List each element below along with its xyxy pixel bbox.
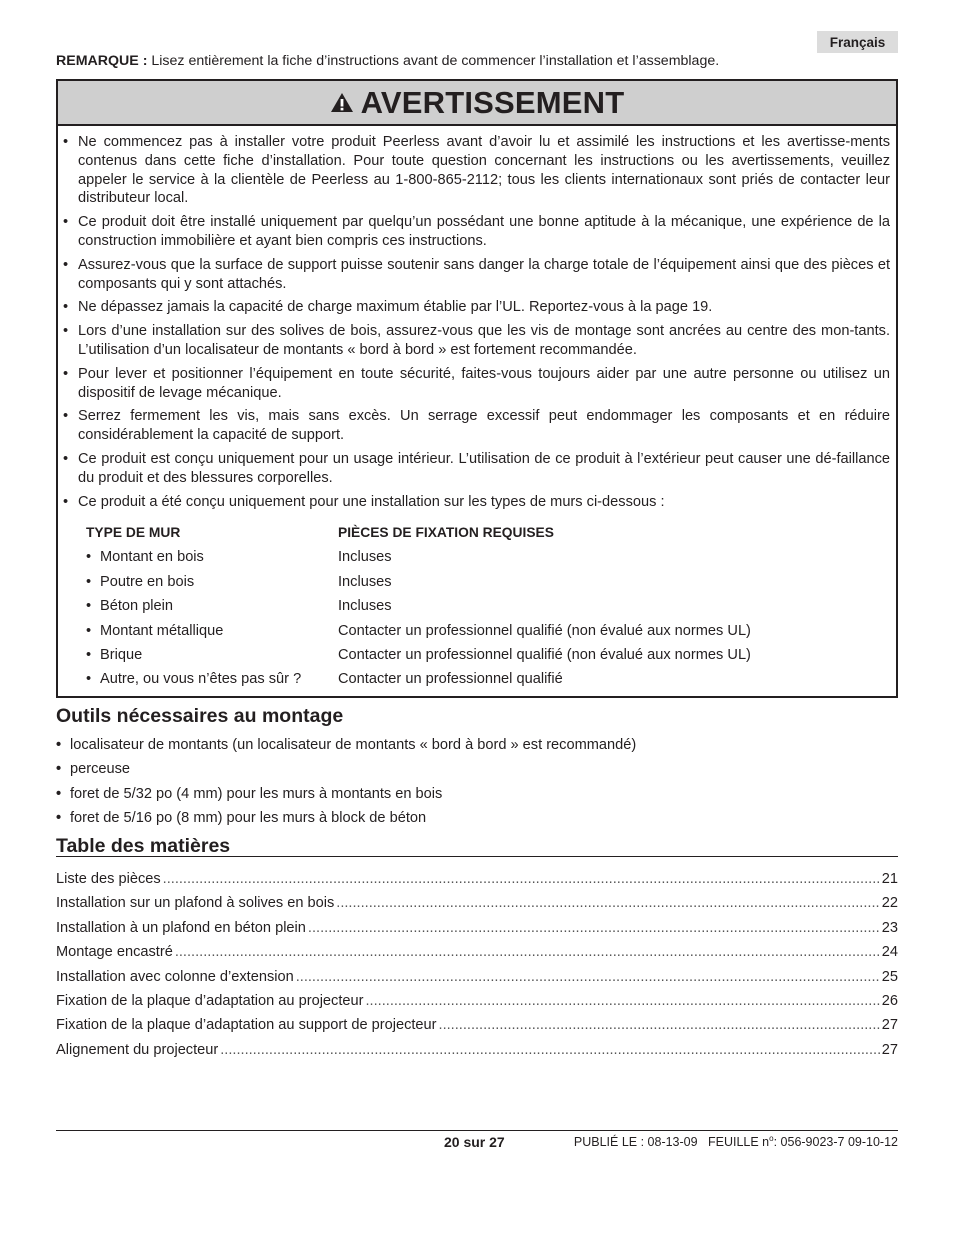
warning-item: • Ce produit a été conçu uniquement pour une installation sur les types de murs ci-dessous : (58, 493, 896, 512)
wall-table-row: • Autre, ou vous n’êtes pas sûr ? Contacter un professionnel qualifié (86, 667, 886, 691)
warning-item: • Assurez-vous que la surface de support puisse soutenir sans danger la charge totale de l’équipement ainsi que des pièces et composants qui y sont attachés. (63, 256, 890, 292)
warning-list (58, 133, 896, 516)
toc-leader-dots (220, 1038, 880, 1062)
table-of-contents (56, 867, 898, 1062)
toc-entry-title: Installation sur un plafond à solives en bois (56, 895, 335, 912)
tool-item-text: foret de 5/32 po (4 mm) pour les murs à montants en bois (70, 785, 443, 802)
tools-heading: Outils nécessaires au montage (56, 705, 344, 727)
hardware-cell: Contacter un professionnel qualifié (338, 671, 563, 688)
toc-entry-title: Liste des pièces (56, 871, 161, 887)
published-date: PUBLIÉ LE : 08-13-09 (573, 1135, 698, 1150)
warning-item: • Serrez fermement les vis, mais sans excès. Un serrage excessif peut endommager les composants et en réduire considérablement la capacité de support. (63, 408, 890, 444)
wall-type-header: TYPE DE MUR (86, 525, 181, 540)
warning-item-text: Pour lever et positionner l’équipement en toute sécurité, faites-vous toujours aider par une autre personne ou utilisez un dispositif de levage mécanique. (78, 365, 890, 401)
tool-item-text: perceuse (70, 761, 131, 778)
sheet-number: : 056-9023-7 09-10-12 (773, 1135, 898, 1150)
tool-item-text: foret de 5/16 po (8 mm) pour les murs à block de béton (70, 810, 427, 827)
warning-item-text: Lors d’une installation sur des solives de bois, assurez-vous que les vis de montage sont ancrées au centre des mon-tants. L’utilisation d’un localisateur de montants « bord à bord » est fortement recommandée. (78, 323, 890, 358)
hardware-cell: Contacter un professionnel qualifié (non évalué aux normes UL) (338, 622, 751, 639)
language-badge: Français (817, 31, 898, 53)
toc-entry-title: Installation à un plafond en béton plein (56, 919, 306, 936)
toc-leader-dots (163, 867, 880, 891)
hardware-cell: Incluses (338, 549, 392, 566)
remark-note (56, 53, 719, 69)
toc-entry-title: Fixation de la plaque d’adaptation au support de projecteur (56, 1017, 437, 1034)
toc-entry-title: Montage encastré (56, 944, 173, 961)
toc-entry-page: 26 (881, 992, 898, 1009)
toc-entry[interactable] (56, 1038, 898, 1062)
toc-leader-dots (308, 916, 880, 940)
toc-entry-page: 24 (881, 944, 898, 961)
toc-entry-page: 25 (881, 968, 898, 985)
toc-entry[interactable] (56, 940, 898, 964)
wall-type-cell: Béton plein (100, 598, 174, 615)
toc-entry-page: 21 (881, 871, 898, 887)
warning-item-text: Ne dépassez jamais la capacité de charge maximum établie par l’UL. Reportez-vous à la page 19. (78, 299, 713, 316)
wall-type-cell: Autre, ou vous n’êtes pas sûr ? (100, 671, 302, 688)
wall-table-row: • Brique Contacter un professionnel qualifié (non évalué aux normes UL) (86, 643, 886, 667)
toc-entry[interactable] (56, 1013, 898, 1037)
tool-item: • perceuse (56, 761, 131, 778)
warning-box (56, 79, 898, 698)
wall-table-header (86, 521, 886, 545)
sheet-label: FEUILLE n (708, 1135, 770, 1150)
sheet-number-sup: o (769, 1134, 774, 1143)
wall-type-cell: Montant métallique (100, 622, 224, 639)
warning-item-text: Ce produit a été conçu uniquement pour une installation sur les types de murs ci-dessous : (78, 493, 665, 510)
hardware-cell: Contacter un professionnel qualifié (non évalué aux normes UL) (338, 646, 751, 663)
toc-leader-dots (439, 1013, 880, 1037)
toc-leader-dots (336, 891, 880, 915)
warning-item-text: Ce produit doit être installé uniquement par quelqu’un possédant une bonne aptitude à la mécanique, une expérience de la construction immobilière et ayant bien compris ces instructions. (78, 214, 890, 249)
warning-item: • Ne dépassez jamais la capacité de charge maximum établie par l’UL. Reportez-vous à la page 19. (58, 298, 896, 317)
toc-divider (56, 856, 898, 857)
toc-entry[interactable] (56, 965, 898, 989)
warning-item: • Lors d’une installation sur des solives de bois, assurez-vous que les vis de montage sont ancrées au centre des mon-tants. L’utilisation d’un localisateur de montants « bord à bord » est fortement recommandée. (63, 323, 890, 358)
toc-entry-page: 27 (881, 1041, 898, 1058)
publication-info (574, 1134, 898, 1149)
toc-leader-dots (366, 989, 880, 1013)
wall-type-cell: Montant en bois (100, 549, 204, 566)
toc-entry-page: 23 (881, 919, 898, 936)
wall-table-row: • Montant en bois Incluses (86, 545, 886, 569)
hardware-cell: Incluses (338, 598, 392, 615)
toc-entry-page: 27 (881, 1017, 898, 1034)
tools-list (56, 733, 636, 831)
toc-entry-page: 22 (881, 895, 898, 912)
wall-table-row: • Béton plein Incluses (86, 594, 886, 618)
tool-item-text: localisateur de montants (un localisateur de montants « bord à bord » est recommandé) (70, 737, 637, 753)
warning-item: • Pour lever et positionner l’équipement en toute sécurité, faites-vous toujours aider par une autre personne ou utilisez un dispositif de levage mécanique. (63, 365, 890, 401)
toc-entry-title: Installation avec colonne d’extension (56, 968, 294, 985)
wall-type-cell: Poutre en bois (100, 573, 195, 590)
warning-item-text: Serrez fermement les vis, mais sans excès. Un serrage excessif peut endommager les composants et en réduire considérablement la capacité de support. (78, 408, 890, 444)
toc-heading: Table des matières (56, 835, 231, 857)
toc-leader-dots (296, 965, 880, 989)
warning-item-text: Ne commencez pas à installer votre produit Peerless avant d’avoir lu et assimilé les instructions et les avertisse-ments contenus dans cette fiche d’installation. Pour toute question concernant les instructions ou les avertissements, veuillez appeler le service à la clientèle de Peerless au 1-800-865-2112; tous les clients internationaux sont priés de contacter leur distributeur local. (78, 134, 890, 207)
remark-label: REMARQUE : (56, 53, 148, 69)
toc-entry-title: Fixation de la plaque d’adaptation au projecteur (56, 992, 364, 1009)
remark-text: Lisez entièrement la fiche d’instructions avant de commencer l’installation et l’assemblage. (151, 53, 720, 69)
toc-entry[interactable] (56, 867, 898, 891)
wall-table-row: • Montant métallique Contacter un professionnel qualifié (non évalué aux normes UL) (86, 619, 886, 643)
wall-type-table (86, 521, 886, 692)
warning-item: • Ce produit est conçu uniquement pour un usage intérieur. L’utilisation de ce produit à l’extérieur peut causer une dé-faillance du produit et des blessures corporelles. (63, 450, 890, 486)
warning-item: • Ce produit doit être installé uniquement par quelqu’un possédant une bonne aptitude à la mécanique, une expérience de la construction immobilière et ayant bien compris ces instructions. (63, 214, 890, 249)
page-number: 20 sur 27 (444, 1134, 505, 1150)
footer-divider (56, 1130, 898, 1131)
warning-item-text: Ce produit est conçu uniquement pour un usage intérieur. L’utilisation de ce produit à l’extérieur peut causer une dé-faillance du produit et des blessures corporelles. (78, 450, 890, 486)
tool-item: • localisateur de montants (un localisateur de montants « bord à bord » est recommandé) (56, 737, 637, 753)
wall-type-cell: Brique (100, 646, 143, 663)
hardware-header: PIÈCES DE FIXATION REQUISES (338, 525, 554, 540)
toc-leader-dots (175, 940, 880, 964)
toc-entry[interactable] (56, 989, 898, 1013)
warning-title: AVERTISSEMENT (360, 84, 625, 120)
tool-item: • foret de 5/16 po (8 mm) pour les murs à block de béton (56, 810, 427, 827)
warning-header (58, 81, 896, 126)
toc-entry[interactable] (56, 891, 898, 915)
warning-item-text: Assurez-vous que la surface de support puisse soutenir sans danger la charge totale de l’équipement ainsi que des pièces et composants qui y sont attachés. (78, 256, 890, 292)
toc-entry[interactable] (56, 916, 898, 940)
tool-item: • foret de 5/32 po (4 mm) pour les murs à montants en bois (56, 785, 443, 802)
warning-item: • Ne commencez pas à installer votre produit Peerless avant d’avoir lu et assimilé les instructions et les avertisse-ments contenus dans cette fiche d’installation. Pour toute question concernant les instructions ou les avertissements, veuillez appeler le service à la clientèle de Peerless au 1-800-865-2112; tous les clients internationaux sont priés de contacter leur distributeur local. (63, 134, 890, 207)
warning-triangle-icon (330, 92, 354, 113)
toc-entry-title: Alignement du projecteur (56, 1041, 219, 1058)
wall-table-row: • Poutre en bois Incluses (86, 570, 886, 594)
hardware-cell: Incluses (338, 573, 392, 590)
